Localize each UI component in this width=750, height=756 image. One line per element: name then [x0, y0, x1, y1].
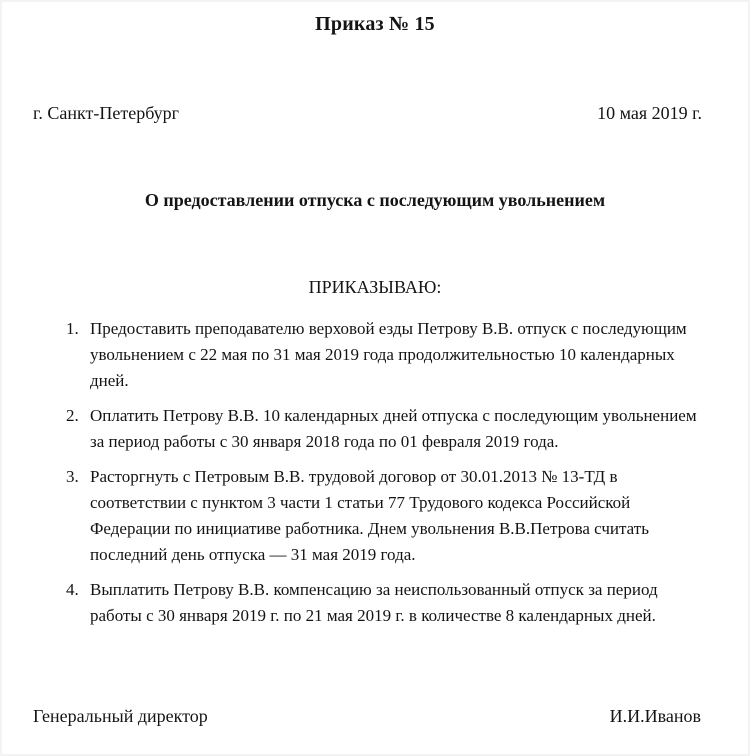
- order-item-4: 4. Выплатить Петрову В.В. компенсацию за неиспользованный отпуск за период работы с 30 января 2019 г. по 21 мая 2019 г. в количестве 8 календарных дней.: [83, 577, 712, 629]
- document-place: г. Санкт-Петербург: [33, 103, 180, 123]
- order-item-3: 3. Расторгнуть с Петровым В.В. трудовой договор от 30.01.2013 № 13-ТД в соответствии с пунктом 3 части 1 статьи 77 Трудового кодекса Российской Федерации по инициативе работника. Днем увольнения В.В.Петрова считать последний день отпуска — 31 мая 2019 года.: [83, 464, 712, 568]
- place-date-row: [33, 103, 702, 124]
- document-title: Приказ № 15: [315, 13, 435, 35]
- signature-row: [33, 706, 701, 727]
- signatory-position: Генеральный директор: [33, 706, 208, 726]
- document-subject: О предоставлении отпуска с последующим увольнением: [144, 190, 606, 210]
- order-item-1: 1. Предоставить преподавателю верховой езды Петрову В.В. отпуск с последующим увольнением с 22 мая по 31 мая 2019 года продолжительностью 10 календарных дней.: [83, 316, 712, 394]
- order-items-list: [33, 316, 712, 629]
- signatory-name: И.И.Иванов: [609, 706, 701, 726]
- directive-label: ПРИКАЗЫВАЮ:: [308, 277, 442, 297]
- document-date: 10 мая 2019 г.: [597, 103, 702, 123]
- order-item-2: 2. Оплатить Петрову В.В. 10 календарных дней отпуска с последующим увольнением за период работы с 30 января 2018 года по 01 февраля 2019 года.: [83, 403, 712, 455]
